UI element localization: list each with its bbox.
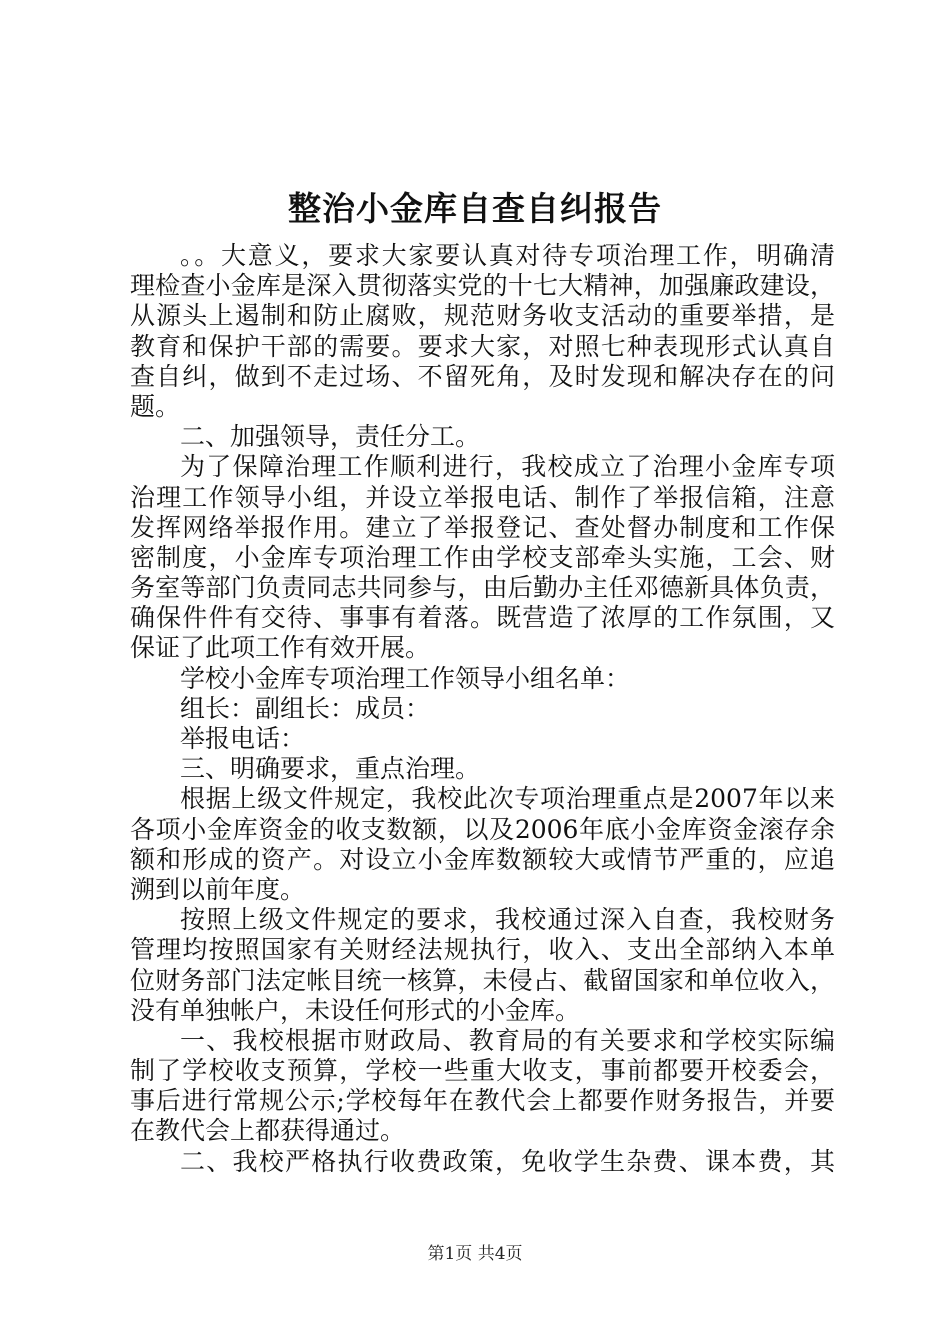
text-line: 从源头上遏制和防止腐败，规范财务收支活动的重要举措，是 — [130, 301, 835, 331]
text-line: 制了学校收支预算，学校一些重大收支，事前都要开校委会， — [130, 1056, 835, 1086]
text-line: 管理均按照国家有关财经法规执行，收入、支出全部纳入本单 — [130, 935, 835, 965]
text-line: 查自纠，做到不走过场、不留死角，及时发现和解决存在的问 — [130, 361, 835, 391]
page-footer: 第1页 共4页 — [427, 1244, 523, 1264]
section-heading: 二、加强领导，责任分工。 — [180, 422, 481, 452]
text-line: 发挥网络举报作用。建立了举报登记、查处督办制度和工作保 — [130, 512, 835, 542]
text-line: 按照上级文件规定的要求，我校通过深入自查，我校财务 — [180, 905, 835, 935]
text-line: 事后进行常规公示;学校每年在教代会上都要作财务报告，并要 — [130, 1086, 835, 1116]
text-line: 学校小金库专项治理工作领导小组名单： — [180, 663, 631, 693]
text-line: 举报电话： — [180, 724, 306, 753]
text-line: 治理工作领导小组，并设立举报电话、制作了举报信箱，注意 — [130, 482, 835, 512]
text-line: 理检查小金库是深入贯彻落实党的十七大精神，加强廉政建设， — [130, 271, 835, 301]
text-line: 各项小金库资金的收支数额，以及2006年底小金库资金滚存余 — [130, 814, 835, 844]
text-line: 务室等部门负责同志共同参与，由后勤办主任邓德新具体负责， — [130, 573, 835, 603]
text-line: 。。大意义，要求大家要认真对待专项治理工作，明确清 — [180, 241, 835, 270]
text-line: 根据上级文件规定，我校此次专项治理重点是2007年以来 — [180, 784, 835, 814]
text-line: 保证了此项工作有效开展。 — [130, 633, 431, 663]
text-line: 额和形成的资产。对设立小金库数额较大或情节严重的，应追 — [130, 844, 835, 874]
text-line: 密制度，小金库专项治理工作由学校支部牵头实施，工会、财 — [130, 542, 835, 572]
document-body — [130, 241, 835, 1177]
text-line: 在教代会上都获得通过。 — [130, 1116, 406, 1146]
text-line: 教育和保护干部的需要。要求大家，对照七种表现形式认真自 — [130, 331, 835, 361]
document-title: 整治小金库自查自纠报告 — [288, 189, 662, 228]
text-line: 题。 — [130, 391, 181, 421]
text-line: 位财务部门法定帐目统一核算，未侵占、截留国家和单位收入， — [130, 965, 835, 995]
text-line: 一、我校根据市财政局、教育局的有关要求和学校实际编 — [180, 1025, 835, 1055]
text-line: 溯到以前年度。 — [130, 874, 306, 904]
text-line: 确保件件有交待、事事有着落。既营造了浓厚的工作氛围，又 — [130, 603, 835, 633]
text-line: 为了保障治理工作顺利进行，我校成立了治理小金库专项 — [180, 452, 835, 482]
text-line: 没有单独帐户，未设任何形式的小金库。 — [130, 995, 581, 1025]
section-heading: 三、明确要求，重点治理。 — [180, 754, 481, 784]
text-line: 组长：副组长：成员： — [180, 693, 431, 723]
text-line: 二、我校严格执行收费政策，免收学生杂费、课本费，其 — [180, 1146, 835, 1176]
